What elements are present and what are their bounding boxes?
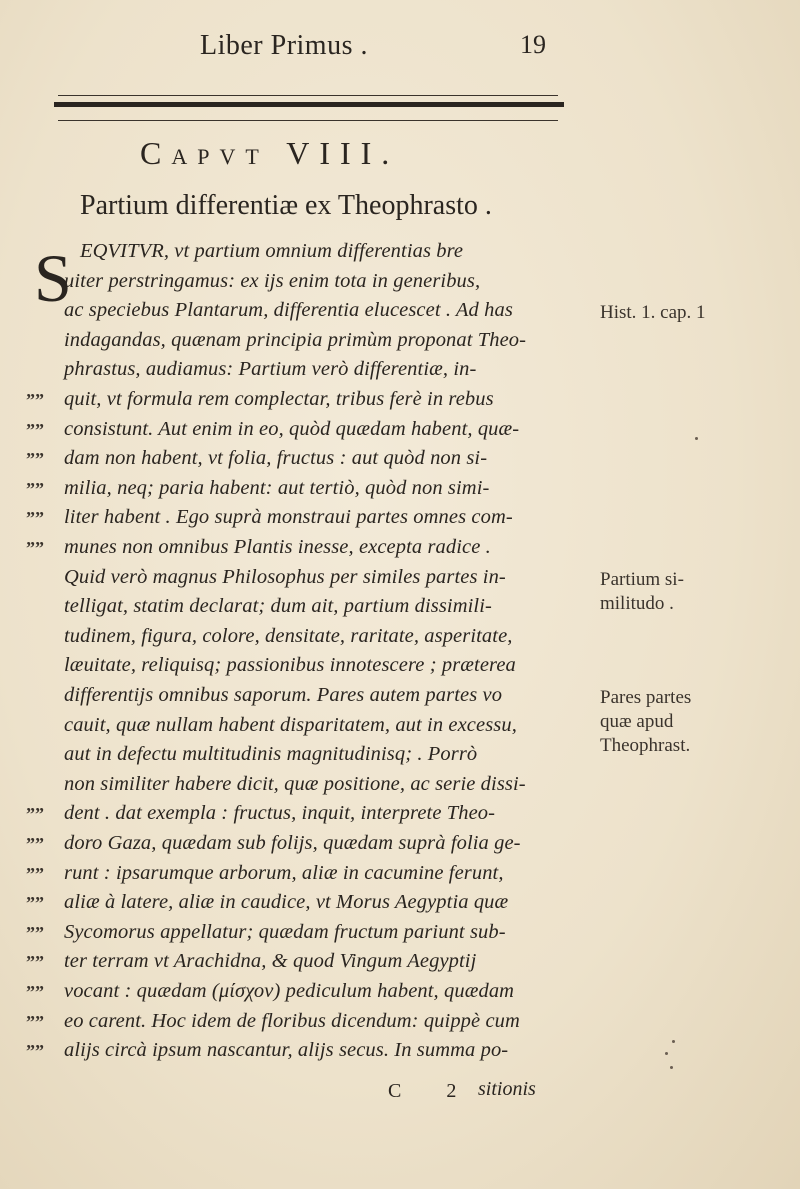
rule-thick bbox=[54, 102, 564, 107]
quotation-mark: ”” bbox=[26, 419, 44, 440]
quotation-mark: ”” bbox=[26, 834, 44, 854]
text-line: vocant : quædam (μίσχον) pediculum habent, quædam bbox=[64, 980, 515, 1002]
text-line: doro Gaza, quædam sub folijs, quædam suprà folia ge- bbox=[64, 832, 521, 854]
text-line: phrastus, audiamus: Partium verò differentiæ, in- bbox=[64, 358, 477, 381]
quotation-mark: ”” bbox=[26, 1011, 44, 1032]
text-line: alijs circà ipsum nascantur, alijs secus. In summa po- bbox=[64, 1039, 509, 1062]
text-line: runt : ipsarumque arborum, aliæ in cacumine ferunt, bbox=[64, 861, 504, 884]
text-line: telligat, statim declarat; dum ait, partium dissimili- bbox=[64, 595, 492, 618]
text-line: milia, neq; paria habent: aut tertiò, quòd non simi- bbox=[64, 476, 490, 499]
text-line: dent . dat exempla : fructus, inquit, interprete Theo- bbox=[64, 802, 496, 825]
body-text bbox=[0, 240, 800, 1120]
text-line: differentijs omnibus saporum. Pares autem partes vo bbox=[64, 684, 503, 706]
quotation-mark: ”” bbox=[26, 538, 44, 558]
text-line: aliæ à latere, aliæ in caudice, vt Morus Aegyptia quæ bbox=[64, 891, 509, 914]
text-line: uiter perstringamus: ex ijs enim tota in generibus, bbox=[64, 269, 481, 292]
margin-note: Pares partes quæ apud Theophrast. bbox=[600, 687, 692, 756]
text-line: munes non omnibus Plantis inesse, excepta radice . bbox=[64, 536, 491, 558]
quotation-mark: ”” bbox=[26, 804, 44, 825]
text-line: quit, vt formula rem complectar, tribus ferè in rebus bbox=[64, 388, 494, 410]
text-line: EQVITVR, vt partium omnium differentias bre bbox=[80, 240, 464, 262]
text-line: dam non habent, vt folia, fructus : aut quòd non si- bbox=[64, 447, 488, 470]
margin-note: Partium si- militudo . bbox=[600, 568, 684, 614]
quotation-mark: ”” bbox=[26, 449, 44, 470]
quotation-mark: ”” bbox=[26, 982, 44, 1002]
margin-dot bbox=[670, 1066, 673, 1069]
quotation-mark: ”” bbox=[26, 922, 44, 943]
text-line: Quid verò magnus Philosophus per similes partes in- bbox=[64, 565, 506, 588]
margin-dot bbox=[695, 437, 698, 440]
text-line: Sycomorus appellatur; quædam fructum pariunt sub- bbox=[64, 920, 506, 943]
quotation-mark: ”” bbox=[26, 508, 44, 529]
margin-note: Hist. 1. cap. 1 bbox=[600, 302, 706, 324]
quotation-mark: ”” bbox=[26, 1041, 44, 1062]
drop-cap-initial: S bbox=[34, 240, 72, 316]
rule-top bbox=[58, 95, 558, 96]
quotation-mark: ”” bbox=[26, 390, 44, 410]
text-line: liter habent . Ego suprà monstraui partes omnes com- bbox=[64, 506, 513, 529]
text-line: consistunt. Aut enim in eo, quòd quædam habent, quæ- bbox=[64, 417, 520, 440]
margin-dot bbox=[665, 1052, 668, 1055]
text-line: non similiter habere dicit, quæ positione, ac serie dissi- bbox=[64, 772, 526, 795]
chapter-subtitle: Partium differentiæ ex Theophrasto . bbox=[80, 190, 492, 221]
catchword: sitionis bbox=[478, 1078, 536, 1100]
text-line: indagandas, quænam principia primùm proponat Theo- bbox=[64, 328, 527, 351]
text-line: ac speciebus Plantarum, differentia elucescet . Ad has bbox=[64, 299, 513, 322]
text-line: eo carent. Hoc idem de floribus dicendum: quippè cum bbox=[64, 1009, 520, 1032]
text-line: ter terram vt Arachidna, & quod Vingum Aegyptij bbox=[64, 950, 477, 973]
quotation-mark: ”” bbox=[26, 893, 44, 914]
text-line: tudinem, figura, colore, densitate, raritate, asperitate, bbox=[64, 624, 513, 647]
text-line: aut in defectu multitudinis magnitudinisq; . Porrò bbox=[64, 743, 478, 766]
signature-mark: C 2 bbox=[388, 1080, 477, 1102]
text-line: læuitate, reliquisq; passionibus innotescere ; præterea bbox=[64, 654, 516, 677]
running-head: Liber Primus . bbox=[200, 30, 368, 61]
quotation-mark: ”” bbox=[26, 478, 44, 499]
quotation-mark: ”” bbox=[26, 952, 44, 973]
page-number: 19 bbox=[520, 30, 546, 59]
quotation-mark: ”” bbox=[26, 863, 44, 884]
chapter-title: Capvt VIII. bbox=[140, 135, 400, 171]
text-line: cauit, quæ nullam habent disparitatem, aut in excessu, bbox=[64, 713, 517, 736]
margin-dot bbox=[672, 1040, 675, 1043]
rule-bottom bbox=[58, 120, 558, 121]
